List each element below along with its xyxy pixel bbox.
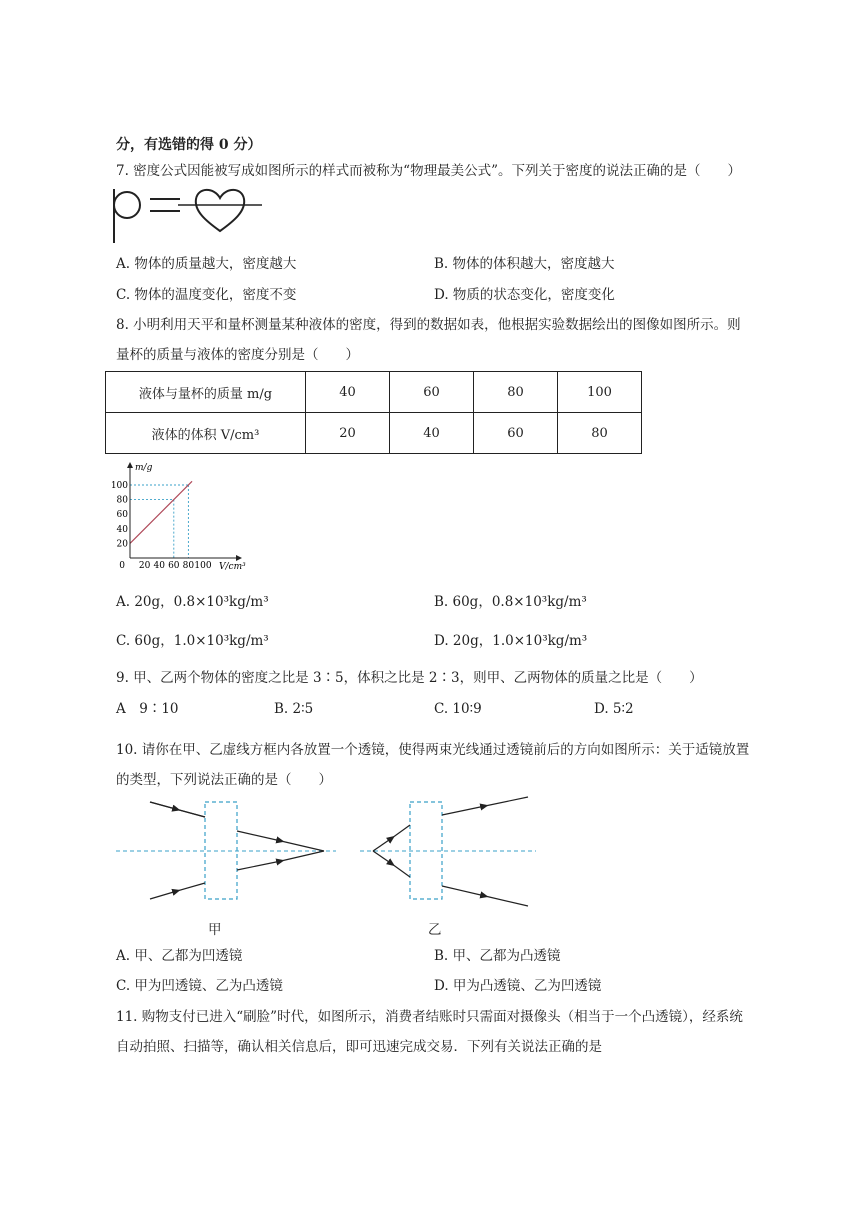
q10-option-d: D. 甲为凸透镜、乙为凹透镜 (434, 978, 602, 994)
x-tick-label: 60 (168, 561, 180, 571)
yi-ray-top-out (442, 797, 528, 815)
jia-ray-top-in-arrow (150, 802, 205, 817)
density-heart-formula-figure (110, 183, 270, 249)
q7-option-c: C. 物体的温度变化，密度不变 (116, 287, 297, 303)
series-line (130, 481, 192, 543)
table-cell: 40 (306, 372, 390, 413)
q7-stem: 7. 密度公式因能被写成如图所示的样式而被称为“物理最美公式”。下列关于密度的说法正确的是（ ） (116, 163, 741, 179)
y-tick-label: 60 (116, 510, 128, 521)
table-cell: 60 (474, 413, 558, 454)
mass-volume-graph (110, 460, 260, 575)
q9-option-d: D. 5∶2 (594, 701, 634, 717)
q8-option-d: D. 20g，1.0×10³kg/m³ (434, 633, 588, 649)
label-jia: 甲 (208, 922, 222, 938)
q10-stem-line1: 10. 请你在甲、乙虚线方框内各放置一个透镜，使得两束光线通过透镜前后的方向如图所示：关于适镜放置 (116, 742, 750, 758)
x-tick-label: 40 (153, 561, 165, 571)
q9-option-b: B. 2∶5 (274, 701, 314, 717)
q8-stem-line2: 量杯的质量与液体的密度分别是（ ） (116, 347, 359, 363)
table-cell: 60 (390, 372, 474, 413)
yi-ray-bottom-out (442, 886, 528, 906)
x-tick-label: 100 (194, 561, 212, 571)
label-yi: 乙 (428, 922, 442, 938)
table-cell: 80 (474, 372, 558, 413)
table-cell: 100 (558, 372, 642, 413)
table-row-label: 液体与量杯的质量 m/g (106, 372, 306, 413)
table-cell: 20 (306, 413, 390, 454)
q7-option-a: A. 物体的质量越大，密度越大 (116, 256, 297, 272)
q10-option-b: B. 甲、乙都为凸透镜 (434, 948, 561, 964)
q10-stem-line2: 的类型，下列说法正确的是（ ） (116, 772, 332, 788)
yi-ray-top-in (373, 825, 410, 851)
x-axis-arrow (236, 555, 242, 561)
q9-option-a: A 9∶10 (116, 701, 179, 717)
y-tick-label: 40 (116, 524, 128, 535)
table-row (106, 413, 642, 454)
jia-ray-top-out (237, 831, 324, 851)
table-row (106, 372, 642, 413)
table-cell: 80 (558, 413, 642, 454)
y-axis-label: m/g (135, 463, 153, 473)
x-tick-label: 20 (138, 561, 151, 571)
q11-stem-line2: 自动拍照、扫描等，确认相关信息后，即可迅速完成交易．下列有关说法正确的是 (116, 1039, 602, 1055)
yi-ray-bottom-in (373, 851, 410, 877)
table-row-label: 液体的体积 V/cm³ (106, 413, 306, 454)
y-axis-arrow (127, 462, 133, 468)
q10-option-c: C. 甲为凹透镜、乙为凸透镜 (116, 978, 283, 994)
jia-ray-bottom-out (237, 851, 324, 870)
x-tick-label: 80 (182, 561, 195, 571)
y-tick-label: 100 (110, 481, 128, 491)
x-axis-label: V/cm³ (219, 562, 246, 572)
q8-option-b: B. 60g，0.8×10³kg/m³ (434, 594, 587, 610)
section-heading: 分，有选错的得 0 分） (116, 137, 262, 153)
q8-stem-line1: 8. 小明利用天平和量杯测量某种液体的密度，得到的数据如表，他根据实验数据绘出的图像如图所示。则 (116, 317, 741, 333)
jia-ray-bottom-in (150, 883, 205, 899)
q9-stem: 9. 甲、乙两个物体的密度之比是 3∶5，体积之比是 2∶3，则甲、乙两物体的质量之比是（ ） (116, 670, 703, 686)
q8-data-table (105, 371, 642, 454)
y-tick-label: 80 (116, 495, 128, 506)
q8-option-c: C. 60g，1.0×10³kg/m³ (116, 633, 269, 649)
q7-option-b: B. 物体的体积越大，密度越大 (434, 256, 615, 272)
table-cell: 40 (390, 413, 474, 454)
q11-stem-line1: 11. 购物支付已进入“刷脸”时代，如图所示，消费者结账时只需面对摄像头（相当于一个凸透镜），经系统 (116, 1009, 743, 1025)
q10-option-a: A. 甲、乙都为凹透镜 (116, 948, 243, 964)
lens-ray-diagram (110, 790, 550, 910)
q8-option-a: A. 20g，0.8×10³kg/m³ (116, 594, 269, 610)
q7-option-d: D. 物质的状态变化，密度变化 (434, 287, 615, 303)
origin-label: 0 (119, 561, 125, 571)
y-tick-label: 20 (116, 539, 128, 550)
q9-option-c: C. 10∶9 (434, 701, 482, 717)
